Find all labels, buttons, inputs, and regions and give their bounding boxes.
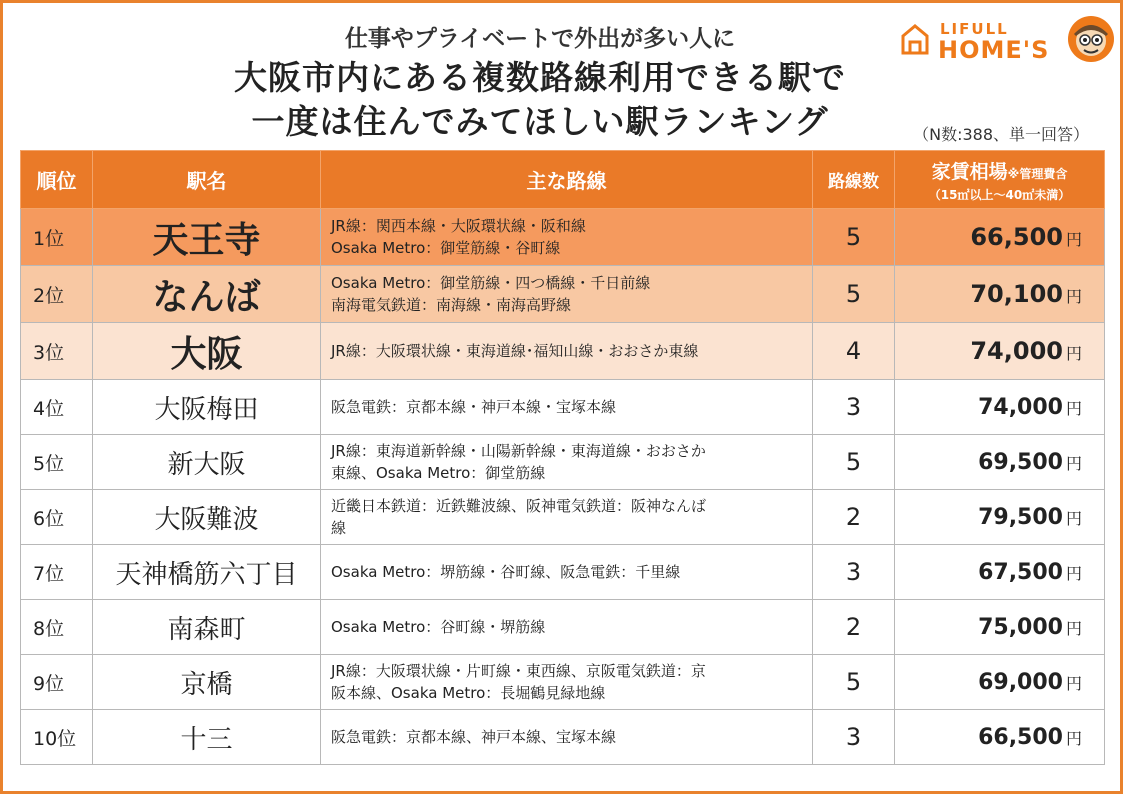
yen-unit: 円 — [1065, 287, 1082, 306]
rent-value: 69,500 — [978, 449, 1063, 475]
rent-cell — [895, 435, 1105, 490]
lines-cell — [321, 380, 813, 435]
lines-text: JR線：大阪環状線・片町線・東西線、京阪電気鉄道：京 — [331, 662, 706, 680]
header-line-count: 路線数 — [813, 151, 895, 209]
rent-value: 66,500 — [970, 223, 1063, 251]
lines-text: Osaka Metro：御堂筋線・谷町線 — [331, 239, 561, 257]
rent-cell — [895, 600, 1105, 655]
sample-size-note: （N数:388、単一回答） — [913, 125, 1089, 144]
lines-cell — [321, 209, 813, 266]
rent-cell — [895, 655, 1105, 710]
yen-unit: 円 — [1065, 618, 1082, 638]
station-cell: 新大阪 — [93, 435, 321, 490]
lines-text: Osaka Metro：谷町線・堺筋線 — [331, 618, 546, 636]
line-count-cell: 5 — [813, 435, 895, 490]
lines-text: 阪本線、Osaka Metro：長堀鶴見緑地線 — [331, 684, 606, 702]
rent-cell — [895, 266, 1105, 323]
header-station: 駅名 — [93, 151, 321, 209]
station-cell: 天王寺 — [93, 209, 321, 266]
yen-unit: 円 — [1065, 344, 1082, 363]
rent-cell — [895, 710, 1105, 765]
table-row — [21, 600, 1105, 655]
lines-cell — [321, 600, 813, 655]
yen-unit: 円 — [1065, 398, 1082, 418]
title-block — [140, 22, 940, 144]
station-cell: 京橋 — [93, 655, 321, 710]
rent-value: 66,500 — [978, 724, 1063, 750]
line-count-cell: 2 — [813, 600, 895, 655]
rank-cell: 3位 — [21, 323, 93, 380]
logo-text-main: HOME'S — [938, 36, 1050, 64]
line-count-cell: 5 — [813, 655, 895, 710]
lines-text: 阪急電鉄：京都本線、神戸本線、宝塚本線 — [331, 728, 617, 746]
lines-cell — [321, 490, 813, 545]
table-row — [21, 380, 1105, 435]
lines-cell — [321, 710, 813, 765]
station-cell: 大阪 — [93, 323, 321, 380]
table-row — [21, 710, 1105, 765]
table-row — [21, 490, 1105, 545]
rent-cell — [895, 545, 1105, 600]
lines-text: JR線：大阪環状線・東海道線･福知山線・おおさか東線 — [331, 342, 699, 360]
yen-unit: 円 — [1065, 673, 1082, 693]
line-count-cell: 3 — [813, 545, 895, 600]
yen-unit: 円 — [1065, 453, 1082, 473]
house-icon — [900, 22, 930, 56]
station-cell: 大阪梅田 — [93, 380, 321, 435]
line-count-cell: 2 — [813, 490, 895, 545]
rent-cell — [895, 323, 1105, 380]
table-row — [21, 435, 1105, 490]
line-count-cell: 3 — [813, 380, 895, 435]
title-line-2: 大阪市内にある複数路線利用できる駅で — [234, 58, 846, 97]
line-count-cell: 5 — [813, 266, 895, 323]
lines-text: JR線：東海道新幹線・山陽新幹線・東海道線・おおさか — [331, 442, 706, 460]
lines-cell — [321, 266, 813, 323]
lines-text: 南海電気鉄道：南海線・南海高野線 — [331, 296, 572, 314]
line-count-cell: 4 — [813, 323, 895, 380]
rent-value: 74,000 — [970, 337, 1063, 365]
station-ranking-table — [20, 150, 1105, 765]
rank-cell: 10位 — [21, 710, 93, 765]
lines-text: 線 — [331, 519, 347, 537]
rent-cell — [895, 209, 1105, 266]
lifull-homes-logo — [896, 14, 1118, 70]
header-rent — [895, 151, 1105, 209]
table-row — [21, 655, 1105, 710]
table-header-row — [21, 151, 1105, 209]
line-count-cell: 5 — [813, 209, 895, 266]
rank-cell: 7位 — [21, 545, 93, 600]
title-line-1: 仕事やプライベートで外出が多い人に — [344, 26, 736, 52]
rent-value: 74,000 — [978, 394, 1063, 420]
lines-text: 阪急電鉄：京都本線・神戸本線・宝塚本線 — [331, 398, 617, 416]
yen-unit: 円 — [1065, 728, 1082, 748]
station-cell: 大阪難波 — [93, 490, 321, 545]
title-line-3: 一度は住んでみてほしい駅ランキング — [251, 102, 829, 141]
rent-cell — [895, 380, 1105, 435]
rent-value: 79,500 — [978, 504, 1063, 530]
station-cell: 天神橋筋六丁目 — [93, 545, 321, 600]
rank-cell: 6位 — [21, 490, 93, 545]
lines-text: Osaka Metro：堺筋線・谷町線、阪急電鉄：千里線 — [331, 563, 681, 581]
header-rent-main: 家賃相場 — [931, 160, 1008, 183]
rank-cell: 1位 — [21, 209, 93, 266]
yen-unit: 円 — [1065, 230, 1082, 249]
rank-cell: 2位 — [21, 266, 93, 323]
header-rent-note: ※管理費含 — [1007, 166, 1068, 181]
table-row — [21, 209, 1105, 266]
lines-cell — [321, 323, 813, 380]
lines-cell — [321, 545, 813, 600]
rank-cell: 8位 — [21, 600, 93, 655]
station-cell: 南森町 — [93, 600, 321, 655]
yen-unit: 円 — [1065, 563, 1082, 583]
rank-cell: 9位 — [21, 655, 93, 710]
lines-cell — [321, 435, 813, 490]
lines-text: Osaka Metro：御堂筋線・四つ橋線・千日前線 — [331, 274, 651, 292]
lines-text: 東線、Osaka Metro：御堂筋線 — [331, 464, 546, 482]
rent-value: 67,500 — [978, 559, 1063, 585]
header-rank: 順位 — [21, 151, 93, 209]
logo-text-top: LIFULL — [940, 20, 1009, 38]
station-cell: 十三 — [93, 710, 321, 765]
table-row — [21, 323, 1105, 380]
table-row — [21, 545, 1105, 600]
table-row — [21, 266, 1105, 323]
station-cell: なんば — [93, 266, 321, 323]
rank-cell: 5位 — [21, 435, 93, 490]
rent-value: 75,000 — [978, 614, 1063, 640]
lines-text: JR線：関西本線・大阪環状線・阪和線 — [331, 217, 586, 235]
rent-value: 69,000 — [978, 669, 1063, 695]
line-count-cell: 3 — [813, 710, 895, 765]
lines-cell — [321, 655, 813, 710]
yen-unit: 円 — [1065, 508, 1082, 528]
mascot-icon — [1066, 14, 1116, 64]
header-rent-sub: （15㎡以上～40㎡未満） — [928, 187, 1071, 202]
rent-cell — [895, 490, 1105, 545]
header-lines: 主な路線 — [321, 151, 813, 209]
rank-cell: 4位 — [21, 380, 93, 435]
lines-text: 近畿日本鉄道：近鉄難波線、阪神電気鉄道：阪神なんば — [331, 497, 707, 515]
rent-value: 70,100 — [970, 280, 1063, 308]
